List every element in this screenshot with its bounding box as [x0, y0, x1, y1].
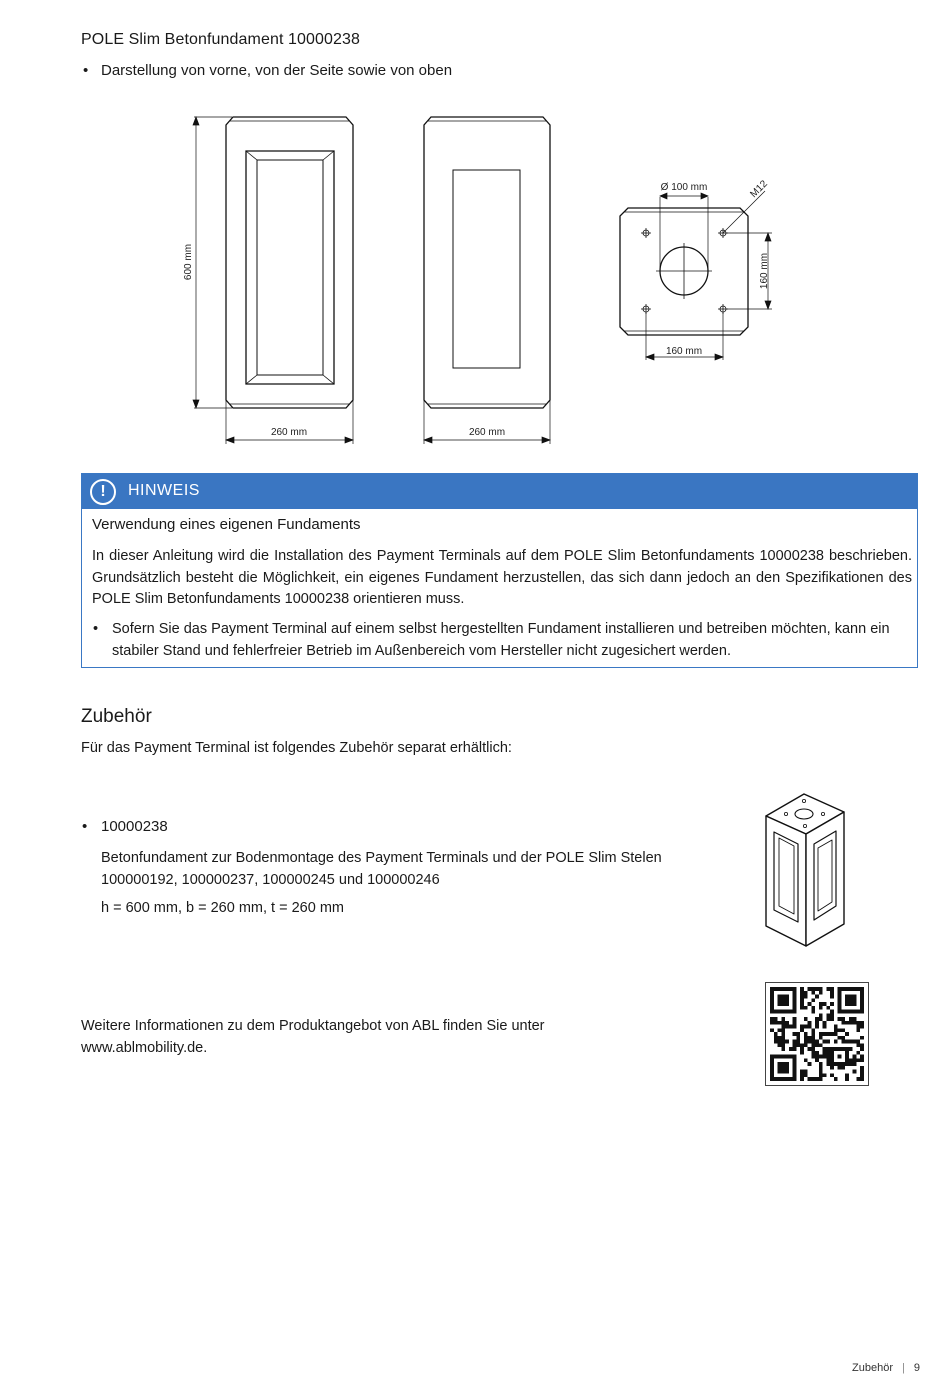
more-info-suffix: finden Sie unter [438, 1018, 545, 1034]
item-dimensions: h = 600 mm, b = 260 mm, t = 260 mm [101, 900, 344, 916]
intro-bullet [83, 62, 453, 79]
accessories-intro: Für das Payment Terminal ist folgendes Zubehör separat erhältlich: [81, 740, 512, 756]
footer-section: Zubehör [852, 1362, 894, 1374]
exclamation-circle-icon: ! [90, 479, 116, 505]
website-link[interactable]: www.ablmobility.de [81, 1039, 204, 1056]
page-footer [852, 1362, 920, 1374]
height-dimension-label: 600 mm [183, 243, 194, 281]
bullet-dot: • [93, 621, 99, 637]
notice-bullet-text: Sofern Sie das Payment Terminal auf einem selbst hergestellten Fundament installieren und betreiben möchten, kann ein stabiler Stand und fehlerfreier Betrieb im Außenbereich vom Hersteller nicht zugesichert werden. [112, 621, 890, 659]
link-period: . [203, 1039, 208, 1056]
bullet-dot: • [82, 818, 88, 835]
notice-bullet [93, 619, 912, 662]
more-info-text [81, 1016, 601, 1059]
technical-drawing [160, 100, 800, 450]
qr-code-pattern [770, 987, 864, 1081]
front-width-label: 260 mm [270, 427, 308, 438]
bullet-dot: • [83, 62, 89, 79]
notice-box [81, 473, 918, 668]
notice-header [82, 474, 917, 509]
item-number: 10000238 [101, 818, 168, 835]
diameter-label: Ø 100 mm [660, 182, 708, 193]
side-view-window [453, 170, 520, 368]
front-view-frame [246, 151, 334, 384]
top-horizontal-label: 160 mm [665, 346, 703, 357]
side-width-label: 260 mm [468, 427, 506, 438]
notice-subtitle: Verwendung eines eigenen Fundaments [92, 516, 361, 533]
side-view-outline [424, 117, 550, 408]
accessories-heading: Zubehör [81, 706, 152, 727]
more-info-prefix: Weitere Informationen zu dem Produktangebot von [81, 1018, 413, 1034]
notice-label: HINWEIS [128, 482, 200, 499]
item-description: Betonfundament zur Bodenmontage des Payment Terminals und der POLE Slim Stelen 100000192, 100000237, 100000245 und 100000246 [101, 850, 662, 888]
intro-bullet-text: Darstellung von vorne, von der Seite sowie von oben [101, 62, 453, 79]
qr-code[interactable] [765, 982, 869, 1086]
page-number: 9 [913, 1362, 920, 1374]
footer-separator: | [902, 1362, 905, 1374]
foundation-illustration [760, 790, 870, 948]
notice-paragraph: In dieser Anleitung wird die Installation des Payment Terminals auf dem POLE Slim Betonfundaments 10000238 beschrieben. Grundsätzlich besteht die Möglichkeit, ein eigenes Fundament herzustellen, das sich dann jedoch an den Spezifikationen des POLE Slim Betonfundaments 10000238 orientieren muss. [92, 548, 912, 607]
top-vertical-label: 160 mm [759, 252, 770, 290]
brand-name: ABL [412, 1018, 439, 1034]
bolt-size-label: M12 [748, 178, 770, 201]
section-title: POLE Slim Betonfundament 10000238 [81, 31, 361, 48]
